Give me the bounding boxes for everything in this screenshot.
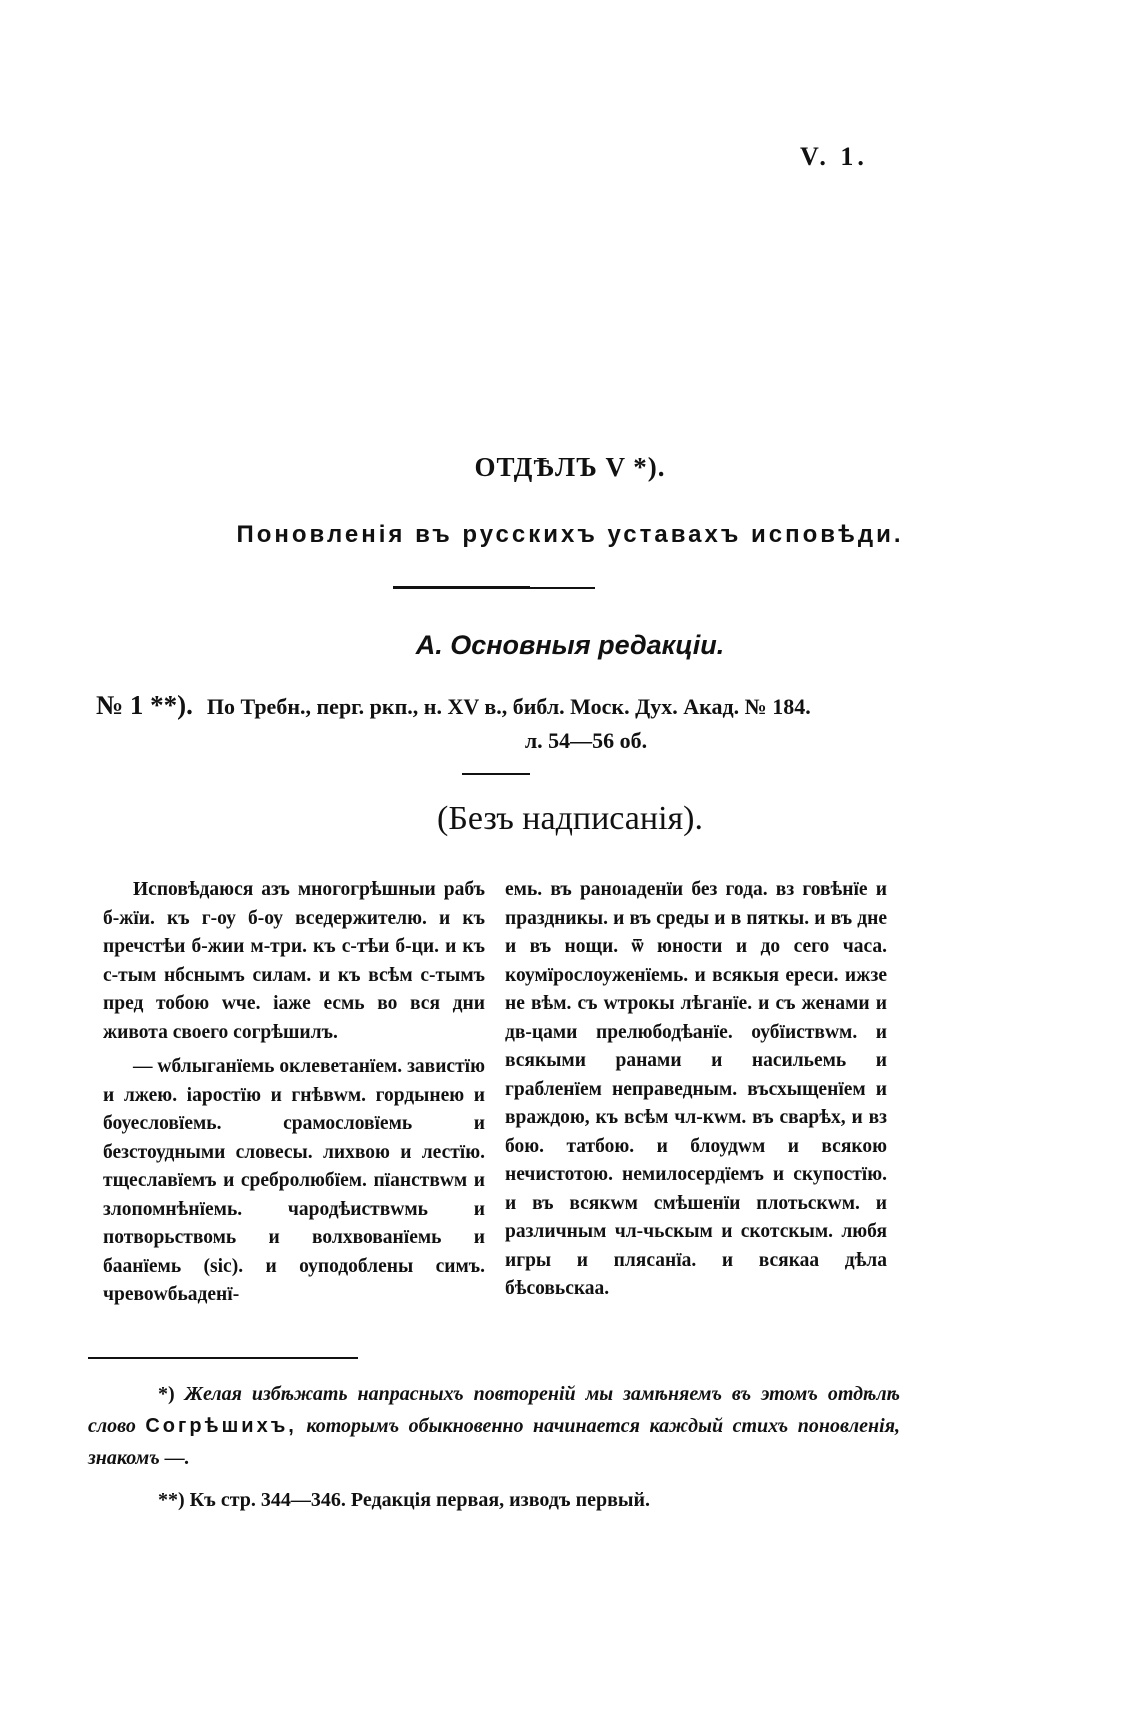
footnote-1 <box>88 1378 900 1474</box>
divider-rule <box>462 773 530 775</box>
footnote-1-word: Согрѣшихъ, <box>145 1415 297 1437</box>
right-paragraph-1: емь. въ раноıаденїи без года. вз говѣнїе и празд​никы. и въ среды и в пяткы. и въ дне и въ нощи. ѿ юности и до сего часа. коумїрослоуженїемь. и всякыя ереси. ижзе не вѣм. съ wтрокы лѣганїе. и съ женами и дв-цами прелюбодѣанїе. оубїиствwм. и всякыми ранами и насильемь и грабленїем неправедным. въсхыщенїем и враждою, къ всѣм чл-кwм. въ сварѣх, и вз бою. татбою. и блоудwм и всякою нечистотою. немилосердїемъ и скупостїю. и въ всякwм смѣшенїи плотьскwм. и различным чл-чьскым и скотскым. любя игры и плясанїа. и всякаа дѣла бѣсовьскаа. <box>505 879 887 1299</box>
left-paragraph-2: — wблыганїемь оклеветанїем. завистїю и лжею. іаростїю и гнѣвwм. гордынею и боуесловїемь. срамословїемь и безстоудными словесы. лихвою и лестїю. тщеславїемъ и сребролюбїем. пїанствwм и злопомнѣнїемь. чародѣиствwмь и потворьствомь и волхвованїемь и баанїемь (sic). и оуподоблены симъ. чревоwбьаденї- <box>103 1056 485 1305</box>
subheading: А. Основныя редакціи. <box>415 630 725 660</box>
decorative-rule-thick <box>393 586 530 589</box>
document-title: (Безъ надписанія). <box>437 800 703 837</box>
manuscript-number: № 1 **). <box>96 690 193 720</box>
footnote-1-mark: *) <box>158 1383 175 1405</box>
footnote-2-mark: **) <box>158 1489 185 1511</box>
footnotes <box>88 1378 900 1516</box>
text-column-left <box>103 876 485 1310</box>
page-number: V. 1. <box>800 142 868 171</box>
decorative-rule-thin <box>530 587 595 589</box>
footnote-1-text-b: которымъ обыкновенно начинается каждый стихъ поновленія, знакомъ —. <box>88 1415 901 1469</box>
footnote-2 <box>88 1484 900 1516</box>
left-paragraph-1: Исповѣдаюся азъ многогрѣшныи рабъ б-жїи. къ г-оу б-оу вседержителю. и къ пречстѣи б-жии м-три. къ с-тѣи б-ци. и къ с-тым нбснымъ силам. и къ всѣм с-тымъ пред тобою wче. іаже есмь во вся дни живота своего согрѣшилъ. <box>103 879 485 1043</box>
footnote-separator <box>88 1357 358 1359</box>
footnote-1-text-a: Желая избѣжать напрасныхъ повтореній мы замѣняемъ въ этомъ отдѣлѣ слово <box>88 1383 901 1437</box>
manuscript-line-1: По Требн., перг. ркп., н. XV в., библ. Моск. Дух. Акад. № 184. <box>206 694 811 719</box>
manuscript-reference <box>96 688 1046 758</box>
section-subtitle: Поновленія въ русскихъ уставахъ исповѣди. <box>236 521 904 548</box>
manuscript-line-2: л. 54—56 об. <box>524 728 648 753</box>
text-column-right <box>505 876 887 1304</box>
section-title: ОТДѢЛЪ V *). <box>474 452 666 482</box>
footnote-2-text: Къ стр. 344—346. Редакція первая, изводъ первый. <box>189 1489 651 1511</box>
